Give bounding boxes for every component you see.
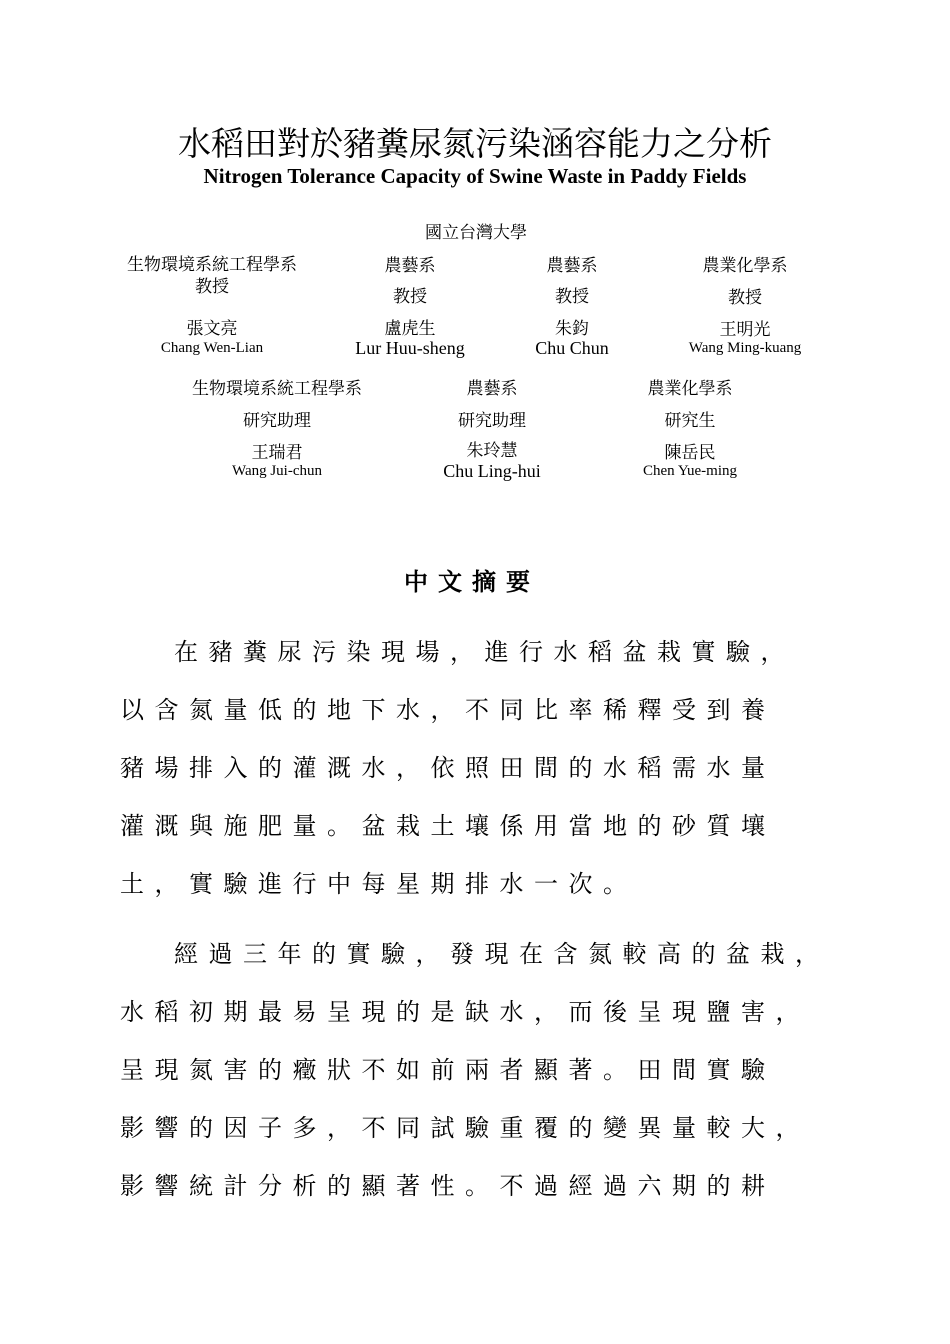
author-name-en: Wang Jui-chun	[231, 463, 323, 479]
author-name-zh: 盧虎生	[384, 319, 436, 339]
abstract-line: 呈現氮害的癥狀不如前兩者顯著。田間實驗	[120, 1056, 776, 1084]
abstract-line: 以含氮量低的地下水，不同比率稀釋受到養	[120, 696, 776, 724]
author-name-en: Wang Ming-kuang	[688, 340, 802, 356]
abstract-line: 影響的因子多，不同試驗重覆的變異量較大，	[120, 1114, 810, 1142]
university-name: 國立台灣大學	[425, 223, 527, 243]
author-role: 教授	[195, 277, 229, 297]
abstract-heading: 中文摘要	[404, 567, 540, 596]
abstract-line: 灌溉與施肥量。盆栽土壤係用當地的砂質壤	[120, 812, 776, 840]
abstract-line: 在豬糞尿污染現場，進行水稻盆栽實驗，	[174, 638, 795, 666]
author-name-zh: 王瑞君	[251, 443, 303, 463]
author-role: 研究生	[664, 411, 716, 431]
author-dept: 農藝系	[384, 256, 436, 276]
author-name-en: Lur Huu-sheng	[355, 338, 465, 358]
title-chinese: 水稻田對於豬糞尿氮污染涵容能力之分析	[178, 124, 772, 163]
author-name-en: Chu Ling-hui	[443, 461, 541, 481]
author-dept: 農藝系	[466, 379, 518, 399]
author-name-en: Chu Chun	[535, 338, 609, 358]
author-role: 研究助理	[243, 411, 311, 431]
author-role: 教授	[555, 287, 589, 307]
abstract-line: 經過三年的實驗，發現在含氮較高的盆栽，	[174, 940, 830, 968]
abstract-line: 土，實驗進行中每星期排水一次。	[120, 870, 638, 898]
author-name-zh: 朱玲慧	[466, 441, 518, 461]
author-dept: 農藝系	[546, 256, 598, 276]
author-role: 研究助理	[458, 411, 526, 431]
abstract-line: 水稻初期最易呈現的是缺水，而後呈現鹽害，	[120, 998, 810, 1026]
author-role: 教授	[393, 287, 427, 307]
author-name-en: Chen Yue-ming	[642, 463, 738, 479]
author-name-zh: 張文亮	[186, 319, 238, 339]
author-name-zh: 朱鈞	[555, 319, 589, 339]
abstract-line: 豬場排入的灌溉水，依照田間的水稻需水量	[120, 754, 776, 782]
author-name-zh: 王明光	[719, 320, 771, 340]
author-name-en: Chang Wen-Lian	[160, 340, 264, 356]
author-dept: 生物環境系統工程學系	[127, 255, 297, 275]
abstract-line: 影響統計分析的顯著性。不過經過六期的耕	[120, 1172, 776, 1200]
author-name-zh: 陳岳民	[664, 443, 716, 463]
author-dept: 農業化學系	[702, 256, 788, 276]
author-dept: 農業化學系	[647, 379, 733, 399]
author-role: 教授	[728, 288, 762, 308]
title-english: Nitrogen Tolerance Capacity of Swine Waste in Paddy Fields	[203, 164, 747, 188]
author-dept: 生物環境系統工程學系	[192, 379, 362, 399]
